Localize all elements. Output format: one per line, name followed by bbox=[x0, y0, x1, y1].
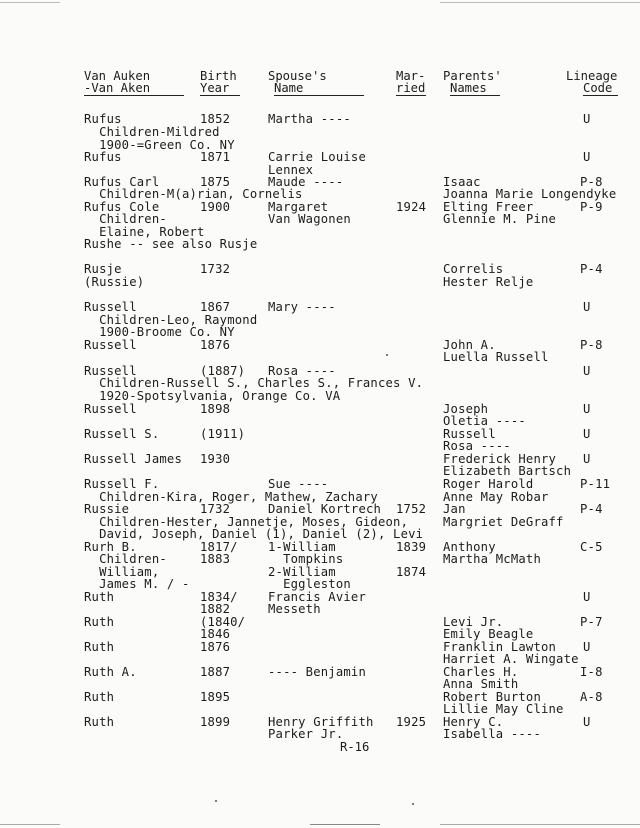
spouse-name: ---- Benjamin bbox=[268, 665, 366, 679]
lineage-code: C-5 bbox=[580, 540, 603, 554]
spouse-name: 2-William bbox=[268, 565, 336, 579]
birth-year: 1887 bbox=[200, 665, 231, 679]
spouse-name: Tompkins bbox=[268, 552, 344, 566]
parents-names: Levi Jr. bbox=[443, 615, 504, 629]
spouse-name: Martha ---- bbox=[268, 112, 351, 126]
lineage-code: U bbox=[583, 715, 591, 729]
lineage-code: P-8 bbox=[580, 175, 603, 189]
birth-year: 1882 bbox=[200, 602, 231, 616]
parents-names: Glennie M. Pine bbox=[443, 212, 557, 226]
header-surname-alt: -Van Aken bbox=[84, 81, 151, 95]
parents-names: Martha McMath bbox=[443, 552, 541, 566]
birth-year: 1895 bbox=[200, 690, 231, 704]
parents-names: Jan bbox=[443, 502, 466, 516]
birth-year: 1899 bbox=[200, 715, 231, 729]
parents-names: Frederick Henry bbox=[443, 452, 557, 466]
header-surname: Van Auken bbox=[84, 69, 151, 83]
parents-names: Charles H. bbox=[443, 665, 519, 679]
lineage-code: U bbox=[583, 590, 591, 604]
record-name: Russell James bbox=[84, 452, 182, 466]
header-married-2: ried bbox=[396, 81, 426, 95]
parents-names: Hester Relje bbox=[443, 275, 534, 289]
parents-names: Lillie May Cline bbox=[443, 702, 564, 716]
header-underline bbox=[84, 95, 184, 96]
parents-names: Elizabeth Bartsch bbox=[443, 464, 572, 478]
lineage-code: P-8 bbox=[580, 338, 603, 352]
parents-names: Oletia ---- bbox=[443, 414, 526, 428]
lineage-code: P-9 bbox=[580, 200, 603, 214]
parents-names: Roger Harold bbox=[443, 477, 534, 491]
record-name: David, Joseph, Daniel (1), Daniel (2), Levi bbox=[84, 527, 424, 541]
record-name: Children- bbox=[84, 552, 167, 566]
spouse-name: Rosa ---- bbox=[268, 364, 336, 378]
married-year: 1925 bbox=[396, 715, 427, 729]
spouse-name: Margaret bbox=[268, 200, 329, 214]
spouse-name: Francis Avier bbox=[268, 590, 366, 604]
header-parents: Parents' bbox=[443, 69, 502, 83]
parents-names: Anne May Robar bbox=[443, 490, 549, 504]
record-name: Rusje bbox=[84, 262, 122, 276]
parents-names: Joanna Marie Longendyke bbox=[443, 187, 617, 201]
scan-speck bbox=[412, 803, 414, 805]
record-name: Russell S. bbox=[84, 427, 160, 441]
record-name: Ruth bbox=[84, 615, 115, 629]
parents-names: Anthony bbox=[443, 540, 496, 554]
birth-year: 1875 bbox=[200, 175, 231, 189]
birth-year: 1867 bbox=[200, 300, 231, 314]
record-name: Rurh B. bbox=[84, 540, 137, 554]
scan-edge bbox=[440, 824, 640, 825]
record-name: Russell bbox=[84, 338, 137, 352]
spouse-name: Carrie Louise bbox=[268, 150, 366, 164]
header-underline bbox=[200, 95, 240, 96]
header-underline bbox=[396, 95, 426, 96]
record-name: Ruth bbox=[84, 590, 115, 604]
birth-year: 1900 bbox=[200, 200, 231, 214]
lineage-code: U bbox=[583, 150, 591, 164]
record-name: Rushe -- see also Rusje bbox=[84, 237, 258, 251]
parents-names: Margriet DeGraff bbox=[443, 515, 564, 529]
record-name: Children-Leo, Raymond bbox=[84, 313, 258, 327]
parents-names: Elting Freer bbox=[443, 200, 534, 214]
parents-names: Isabella ---- bbox=[443, 727, 541, 741]
scan-edge bbox=[310, 824, 380, 825]
birth-year: (1887) bbox=[200, 364, 246, 378]
header-parents-names: Names bbox=[450, 81, 487, 95]
birth-year: (1911) bbox=[200, 427, 246, 441]
spouse-name: Messeth bbox=[268, 602, 321, 616]
record-name: Children-Kira, Roger, Mathew, Zachary bbox=[84, 490, 378, 504]
record-name: Rufus bbox=[84, 112, 122, 126]
parents-names: Rosa ---- bbox=[443, 439, 511, 453]
parents-names: Luella Russell bbox=[443, 350, 549, 364]
birth-year: 1883 bbox=[200, 552, 231, 566]
birth-year: 1876 bbox=[200, 640, 231, 654]
birth-year: (1840/ bbox=[200, 615, 246, 629]
record-name: Children-Russell S., Charles S., Frances V. bbox=[84, 376, 424, 390]
record-name: Ruth bbox=[84, 690, 115, 704]
spouse-name: Lennex bbox=[268, 163, 314, 177]
record-name: Elaine, Robert bbox=[84, 225, 205, 239]
parents-names: Robert Burton bbox=[443, 690, 541, 704]
record-name: Rufus Carl bbox=[84, 175, 160, 189]
record-name: 1900-=Green Co. NY bbox=[84, 138, 235, 152]
header-underline bbox=[583, 95, 618, 96]
lineage-code: U bbox=[583, 402, 591, 416]
record-name: Children-Mildred bbox=[84, 125, 220, 139]
spouse-name: Daniel Kortrech bbox=[268, 502, 382, 516]
scan-speck bbox=[215, 800, 217, 802]
header-lineage-code: Code bbox=[583, 81, 613, 95]
lineage-code: P-4 bbox=[580, 262, 603, 276]
birth-year: 1876 bbox=[200, 338, 231, 352]
header-spouse: Spouse's bbox=[268, 69, 327, 83]
lineage-code: P-7 bbox=[580, 615, 603, 629]
page-number: R-16 bbox=[340, 740, 370, 754]
record-name: Ruth bbox=[84, 715, 115, 729]
header-underline bbox=[274, 95, 364, 96]
header-underline bbox=[450, 95, 500, 96]
header-birth: Birth bbox=[200, 69, 237, 83]
birth-year: 1852 bbox=[200, 112, 231, 126]
parents-names: Russell bbox=[443, 427, 496, 441]
parents-names: Emily Beagle bbox=[443, 627, 534, 641]
record-name: Rufus Cole bbox=[84, 200, 160, 214]
parents-names: Harriet A. Wingate bbox=[443, 652, 579, 666]
spouse-name: Maude ---- bbox=[268, 175, 344, 189]
scan-edge bbox=[0, 2, 60, 3]
record-name: Ruth A. bbox=[84, 665, 137, 679]
record-name: Russell bbox=[84, 402, 137, 416]
record-name: William, bbox=[84, 565, 160, 579]
spouse-name: Henry Griffith bbox=[268, 715, 374, 729]
lineage-code: U bbox=[583, 112, 591, 126]
married-year: 1752 bbox=[396, 502, 427, 516]
spouse-name: 1-William bbox=[268, 540, 336, 554]
spouse-name: Mary ---- bbox=[268, 300, 336, 314]
lineage-code: U bbox=[583, 300, 591, 314]
record-name: Ruth bbox=[84, 640, 115, 654]
married-year: 1924 bbox=[396, 200, 427, 214]
record-name: Russell F. bbox=[84, 477, 160, 491]
birth-year: 1834/ bbox=[200, 590, 238, 604]
spouse-name: Eggleston bbox=[268, 577, 351, 591]
birth-year: 1898 bbox=[200, 402, 231, 416]
spouse-name: Sue ---- bbox=[268, 477, 329, 491]
lineage-code: I-8 bbox=[580, 665, 603, 679]
lineage-code: P-4 bbox=[580, 502, 603, 516]
parents-names: Anna Smith bbox=[443, 677, 519, 691]
lineage-code: U bbox=[583, 452, 591, 466]
parents-names: Joseph bbox=[443, 402, 489, 416]
record-name: (Russie) bbox=[84, 275, 145, 289]
spouse-name: Parker Jr. bbox=[268, 727, 344, 741]
birth-year: 1732 bbox=[200, 262, 231, 276]
birth-year: 1732 bbox=[200, 502, 231, 516]
record-name: Children-Hester, Jannetje, Moses, Gideon, bbox=[84, 515, 409, 529]
scan-speck bbox=[386, 354, 388, 356]
record-name: Children- bbox=[84, 212, 167, 226]
header-lineage: Lineage bbox=[566, 69, 618, 83]
record-name: Russell bbox=[84, 300, 137, 314]
parents-names: Correlis bbox=[443, 262, 504, 276]
lineage-code: A-8 bbox=[580, 690, 603, 704]
header-married: Mar- bbox=[396, 69, 426, 83]
spouse-name: Van Wagonen bbox=[268, 212, 351, 226]
header-year: Year bbox=[200, 81, 230, 95]
birth-year: 1846 bbox=[200, 627, 231, 641]
record-name: Russie bbox=[84, 502, 130, 516]
lineage-code: P-11 bbox=[580, 477, 611, 491]
parents-names: John A. bbox=[443, 338, 496, 352]
record-name: 1900-Broome Co. NY bbox=[84, 325, 235, 339]
scan-edge bbox=[0, 824, 60, 825]
record-name: James M. / - bbox=[84, 577, 190, 591]
scan-edge bbox=[440, 2, 640, 3]
record-name: Russell bbox=[84, 364, 137, 378]
birth-year: 1930 bbox=[200, 452, 231, 466]
header-spouse-name: Name bbox=[274, 81, 304, 95]
birth-year: 1817/ bbox=[200, 540, 238, 554]
birth-year: 1871 bbox=[200, 150, 231, 164]
record-name: 1920-Spotsylvania, Orange Co. VA bbox=[84, 389, 341, 403]
parents-names: Franklin Lawton bbox=[443, 640, 557, 654]
married-year: 1874 bbox=[396, 565, 427, 579]
lineage-code: U bbox=[583, 364, 591, 378]
record-name: Rufus bbox=[84, 150, 122, 164]
parents-names: Isaac bbox=[443, 175, 481, 189]
lineage-code: U bbox=[583, 640, 591, 654]
parents-names: Henry C. bbox=[443, 715, 504, 729]
record-name: Children-M(a)rian, Cornelis bbox=[84, 187, 303, 201]
lineage-code: U bbox=[583, 427, 591, 441]
married-year: 1839 bbox=[396, 540, 427, 554]
